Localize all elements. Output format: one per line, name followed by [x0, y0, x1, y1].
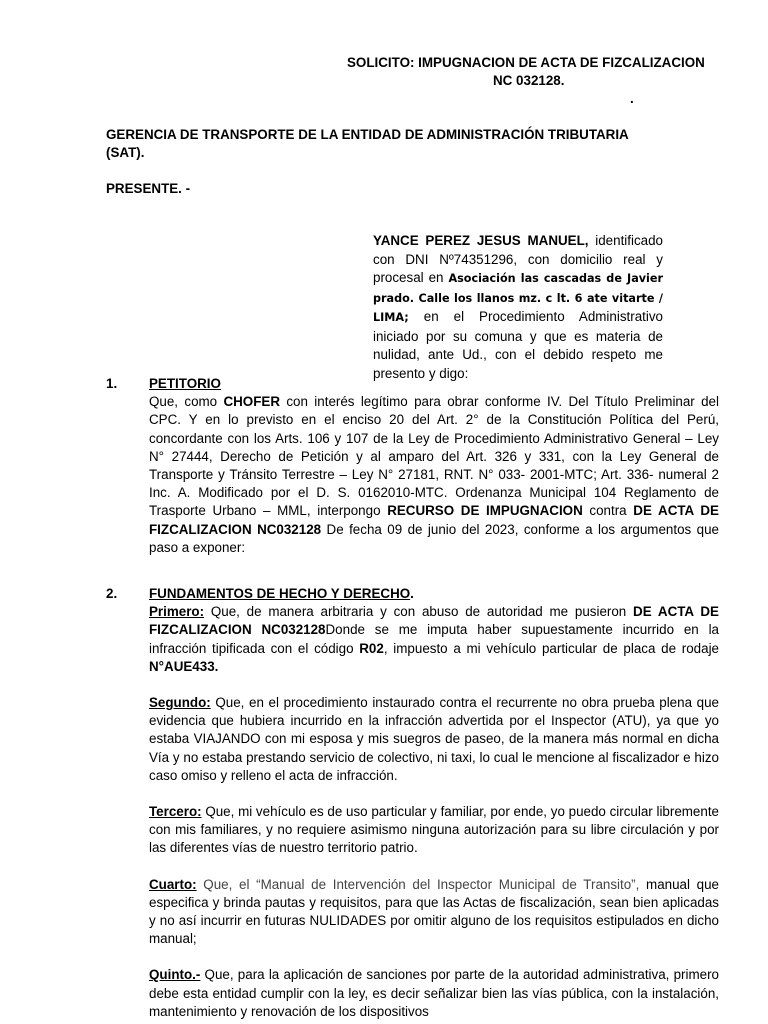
- petitorio-text-1: Que, como: [149, 394, 224, 410]
- petitorio-text-4: De fecha 09 de junio del 2023, conforme a los argumentos que paso a exponer:: [149, 521, 719, 555]
- petitorio-bold-recurso: RECURSO DE IMPUGNACION: [387, 503, 583, 519]
- quinto-label: Quinto.-: [149, 967, 201, 983]
- petitorio-bold-chofer: CHOFER: [223, 394, 281, 410]
- section-1: [149, 375, 719, 557]
- tercero-label: Tercero:: [149, 804, 202, 820]
- solicito-line-1: SOLICITO: IMPUGNACION DE ACTA DE FIZCALIZACION: [347, 55, 705, 70]
- segundo-text: Que, en el procedimiento instaurado contra el recurrente no obra prueba plena que evidencia que hubiera incurrido en la infracción advertida por el Inspector (ATU), ya que yo estaba VIAJANDO con mi esposa y mis suegros de paseo, de la manera más normal en dicha Vía y no estaba prestando servicio de colectivo, ni taxi, lo cual le mencione al fiscalizador e hizo caso omiso y relleno el acta de infracción.: [149, 695, 719, 783]
- intro-text-1: identificado con DNI Nº74351296, con domicilio real y procesal en: [373, 233, 664, 285]
- primero-bold-acta: DE ACTA DE FIZCALIZACION NC032128: [149, 604, 719, 638]
- section-2-number: 2.: [106, 586, 118, 601]
- segundo-paragraph: [149, 694, 719, 785]
- primero-text-2: Donde se me imputa haber supuestamente incurrido en la infracción tipificada con el código: [149, 622, 719, 656]
- quinto-paragraph: [149, 966, 719, 1021]
- applicant-name: YANCE PEREZ JESUS MANUEL,: [373, 233, 589, 248]
- presente-label: PRESENTE. -: [106, 181, 191, 196]
- cuarto-text-2: manual que especifica y brinda pautas y requisitos, para que las Actas de fiscalización, sean bien aplicadas y no así incurrir en futuras NULIDADES por omitir alguno de los requisitos estipulados en dicho manual;: [149, 876, 719, 947]
- petitorio-text-2: con interés legítimo para obrar conforme IV. Del Título Preliminar del CPC. Y en lo previsto en el enciso 20 del Art. 2° de la Constitución Política del Perú, concordante con los Arts. 106 y 107 de la Ley de Procedimiento Administrativo General – Ley N° 27444, Derecho de Petición y al amparo del Art. 326 y 331, con la Ley General de Transporte y Tránsito Terrestre – Ley N° 27181, RNT. N° 033- 2001-MTC; Art. 336- numeral 2 Inc. A. Modificado por el D. S. 0162010-MTC. Ordenanza Municipal 104 Reglamento de Trasporte Urbano – MML, interpongo: [149, 394, 719, 519]
- addressee-line-1: GERENCIA DE TRANSPORTE DE LA ENTIDAD DE ADMINISTRACIÓN TRIBUTARIA: [106, 127, 629, 142]
- cuarto-paragraph: [149, 876, 719, 949]
- cuarto-label: Cuarto:: [149, 876, 197, 892]
- addressee-line-2: (SAT).: [106, 145, 145, 160]
- primero-text-3: , impuesto a mi vehículo particular de placa de rodaje: [383, 640, 719, 656]
- petitorio-paragraph: [149, 393, 719, 557]
- applicant-address: Asociación las cascadas de Javier prado. Calle los llanos mz. c lt. 6 ate vitarte / LIMA;: [373, 272, 663, 324]
- cuarto-text-1: Que, el “Manual de Intervención del Inspector Municipal de Transito”,: [196, 876, 640, 892]
- section-2: [149, 585, 719, 1021]
- petitorio-text-3: contra: [582, 503, 634, 519]
- intro-text-2: en el Procedimiento Administrativo iniciado por su comuna y que es materia de nulidad, ante Ud., con el debido respeto me presento y digo:: [373, 309, 663, 381]
- primero-bold-plate: N°AUE433.: [149, 658, 219, 674]
- primero-paragraph: [149, 603, 719, 676]
- tercero-paragraph: [149, 803, 719, 858]
- section-2-title-row: [149, 585, 719, 603]
- section-2-title-dot: .: [410, 586, 414, 601]
- segundo-label: Segundo:: [149, 695, 211, 711]
- tercero-text: Que, mi vehículo es de uso particular y familiar, por ende, yo puedo circular libremente con mis familiares, y no requiere asimismo ninguna autorización para su libre circulación y por las diferentes vías de nuestro territorio patrio.: [149, 804, 719, 856]
- solicito-dot: .: [630, 91, 634, 106]
- primero-text-1: Que, de manera arbitraria y con abuso de autoridad me pusieron: [204, 604, 634, 620]
- section-1-title: PETITORIO: [149, 376, 221, 391]
- section-1-number: 1.: [106, 376, 118, 391]
- petitorio-bold-acta: DE ACTA DE FIZCALIZACION NC032128: [149, 503, 719, 537]
- primero-label: Primero:: [149, 604, 205, 620]
- solicito-line-2: NC 032128.: [493, 73, 565, 88]
- quinto-text: Que, para la aplicación de sanciones por parte de la autoridad administrativa, primero debe esta entidad cumplir con la ley, es decir señalizar bien las vías pública, con la instalación, mantenimiento y renovación de los dispositivos: [149, 967, 719, 1019]
- intro-paragraph: [373, 232, 663, 383]
- primero-bold-code: R02: [359, 640, 384, 656]
- section-2-title: FUNDAMENTOS DE HECHO Y DERECHO: [149, 586, 411, 601]
